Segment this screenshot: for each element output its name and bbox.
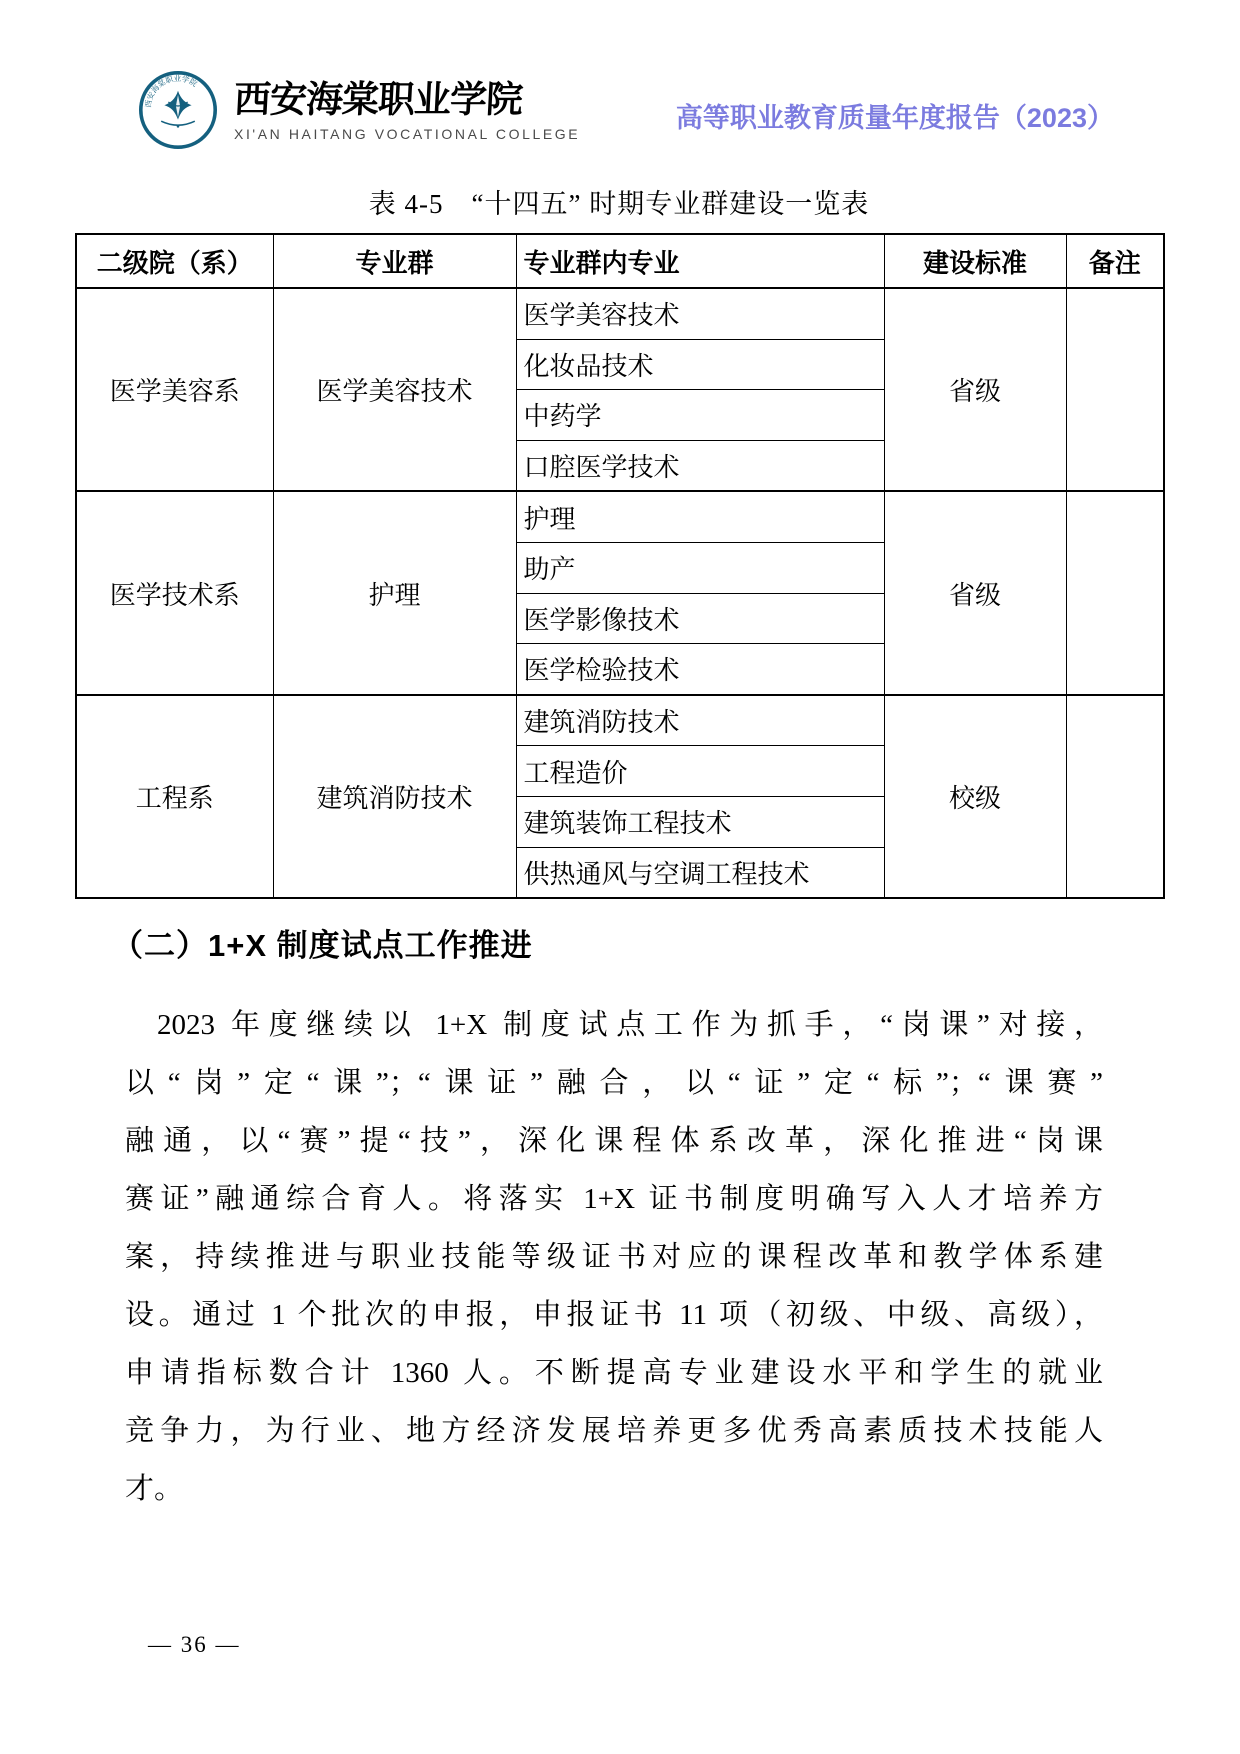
note-cell xyxy=(1066,491,1164,694)
major-cell: 护理 xyxy=(516,491,884,542)
major-cell: 医学美容技术 xyxy=(516,288,884,339)
cluster-cell: 护理 xyxy=(273,491,516,694)
paragraph-line: 竞争力，为行业、地方经济发展培养更多优秀高素质技术技能人 xyxy=(125,1415,1103,1447)
department-cell: 工程系 xyxy=(76,695,273,898)
section-heading: （二）1+X 制度试点工作推进 xyxy=(112,928,533,963)
paragraph-line: 案，持续推进与职业技能等级证书对应的课程改革和教学体系建 xyxy=(125,1241,1103,1273)
major-cell: 中药学 xyxy=(516,390,884,441)
paragraph-line: 以“岗”定“课”；“课证”融合，以“证”定“标”；“课赛” xyxy=(125,1067,1103,1099)
major-cell: 建筑消防技术 xyxy=(516,695,884,746)
note-cell xyxy=(1066,288,1164,491)
table-header-row xyxy=(76,234,1164,288)
cluster-cell: 医学美容技术 xyxy=(273,288,516,491)
paragraph-line: 申请指标数合计 1360 人。不断提高专业建设水平和学生的就业 xyxy=(125,1357,1103,1389)
college-name-zh: 西安海棠职业学院 xyxy=(232,79,524,121)
paragraph-line: 才。 xyxy=(125,1473,184,1505)
col-header-cluster: 专业群 xyxy=(273,234,516,288)
paragraph-line: 融通，以“赛”提“技”，深化课程体系改革，深化推进“岗课 xyxy=(125,1125,1103,1157)
major-cell: 医学检验技术 xyxy=(516,644,884,695)
standard-cell: 省级 xyxy=(884,491,1066,694)
col-header-standard: 建设标准 xyxy=(884,234,1066,288)
major-cell: 口腔医学技术 xyxy=(516,440,884,491)
report-title: 高等职业教育质量年度报告（2023） xyxy=(675,103,1114,133)
standard-cell: 省级 xyxy=(884,288,1066,491)
note-cell xyxy=(1066,695,1164,898)
department-cell: 医学技术系 xyxy=(76,491,273,694)
paragraph-line: 赛证”融通综合育人。将落实 1+X 证书制度明确写入人才培养方 xyxy=(125,1183,1103,1215)
col-header-note: 备注 xyxy=(1066,234,1164,288)
table-row xyxy=(76,695,1164,746)
major-cell: 化妆品技术 xyxy=(516,339,884,390)
body-paragraph xyxy=(125,996,1103,1518)
major-cell: 供热通风与空调工程技术 xyxy=(516,847,884,898)
department-cell: 医学美容系 xyxy=(76,288,273,491)
col-header-majors: 专业群内专业 xyxy=(516,234,884,288)
major-cell: 助产 xyxy=(516,542,884,593)
table-row xyxy=(76,491,1164,542)
college-logo xyxy=(138,70,580,150)
college-seal-icon xyxy=(138,70,218,150)
cluster-cell: 建筑消防技术 xyxy=(273,695,516,898)
seal-arc-text: 西安海棠职业学院 xyxy=(143,73,199,109)
paragraph-line: 设。通过 1 个批次的申报，申报证书 11 项（初级、中级、高级）， xyxy=(125,1299,1103,1331)
paragraph-line: 2023 年度继续以 1+X 制度试点工作为抓手，“岗课”对接， xyxy=(157,1009,1103,1041)
major-cell: 建筑装饰工程技术 xyxy=(516,796,884,847)
col-header-department: 二级院（系） xyxy=(76,234,273,288)
standard-cell: 校级 xyxy=(884,695,1066,898)
college-name-block xyxy=(234,78,580,142)
major-cell: 医学影像技术 xyxy=(516,593,884,644)
specialty-cluster-table xyxy=(75,233,1165,899)
college-name-en: XI'AN HAITANG VOCATIONAL COLLEGE xyxy=(234,126,581,143)
major-cell: 工程造价 xyxy=(516,746,884,797)
table-row xyxy=(76,288,1164,339)
table-caption: 表 4-5 “十四五” 时期专业群建设一览表 xyxy=(368,189,870,219)
page-number: — 36 — xyxy=(148,1632,241,1657)
